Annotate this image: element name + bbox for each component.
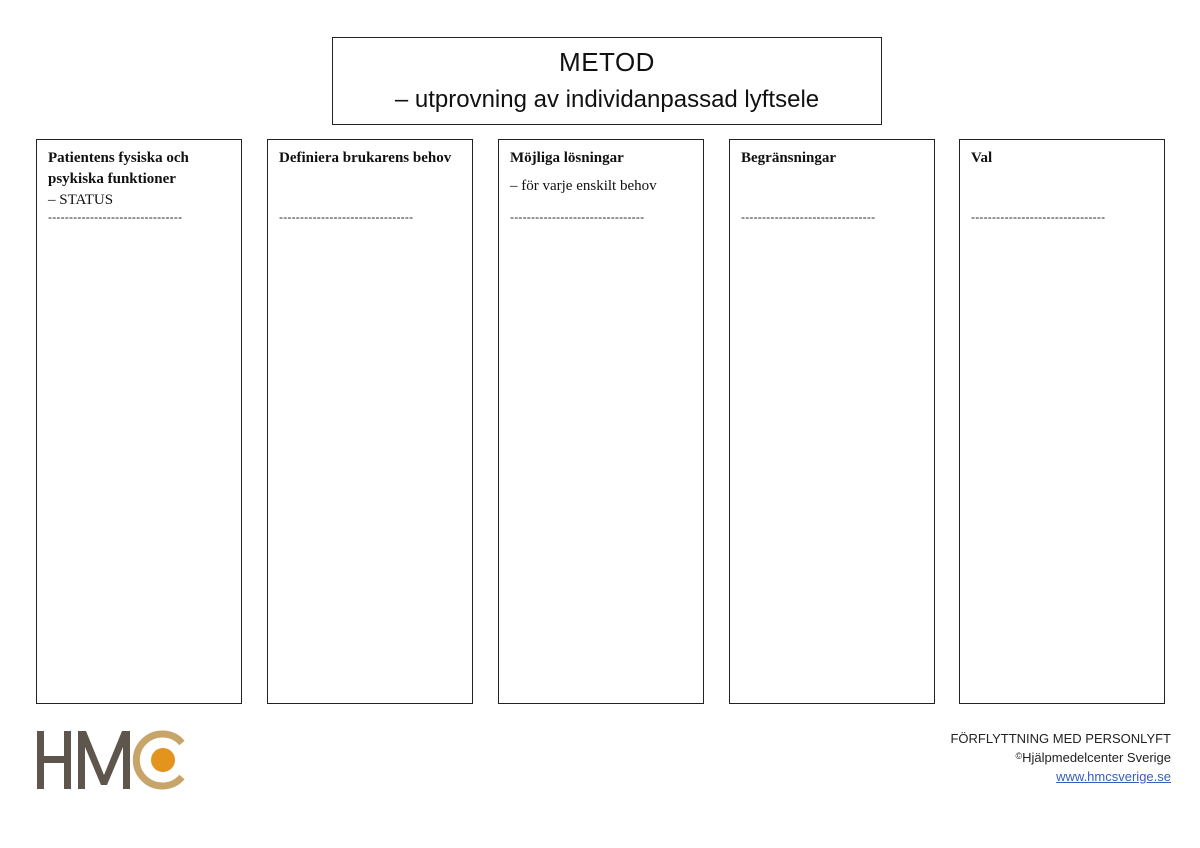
copyright-symbol: © xyxy=(1015,751,1023,761)
column-define-needs xyxy=(267,139,473,704)
column-divider: -------------------------------- xyxy=(741,210,876,224)
footer-organization xyxy=(950,748,1171,767)
column-possible-solutions xyxy=(498,139,704,704)
column-divider: -------------------------------- xyxy=(971,210,1106,224)
footer-organization-name: Hjälpmedelcenter Sverige xyxy=(1022,750,1171,765)
column-divider: -------------------------------- xyxy=(279,210,414,224)
column-header: Definiera brukarens behov xyxy=(279,150,452,166)
website-link[interactable]: www.hmcsverige.se xyxy=(1056,769,1171,784)
column-divider: -------------------------------- xyxy=(510,210,645,224)
hmc-logo-icon xyxy=(36,729,186,791)
column-header: Patientens fysiska och psykiska funktioner xyxy=(48,150,189,187)
column-note xyxy=(971,190,1154,210)
column-header: Begränsningar xyxy=(741,150,837,166)
column-note: – STATUS xyxy=(48,192,114,208)
column-note: – för varje enskilt behov xyxy=(510,178,657,194)
column-note xyxy=(741,190,924,210)
title-subtitle: – utprovning av individanpassad lyftsele xyxy=(394,86,820,113)
title-box xyxy=(332,37,882,125)
column-header: Val xyxy=(971,150,993,166)
hmc-logo xyxy=(36,729,186,791)
title-main: METOD xyxy=(559,47,655,77)
column-divider: -------------------------------- xyxy=(48,210,183,224)
column-limitations xyxy=(729,139,935,704)
footer-title: FÖRFLYTTNING MED PERSONLYFT xyxy=(950,731,1171,746)
footer xyxy=(950,729,1171,786)
column-note xyxy=(279,190,462,210)
column-patient-functions xyxy=(36,139,242,704)
column-header: Möjliga lösningar xyxy=(510,150,624,166)
column-choice xyxy=(959,139,1165,704)
